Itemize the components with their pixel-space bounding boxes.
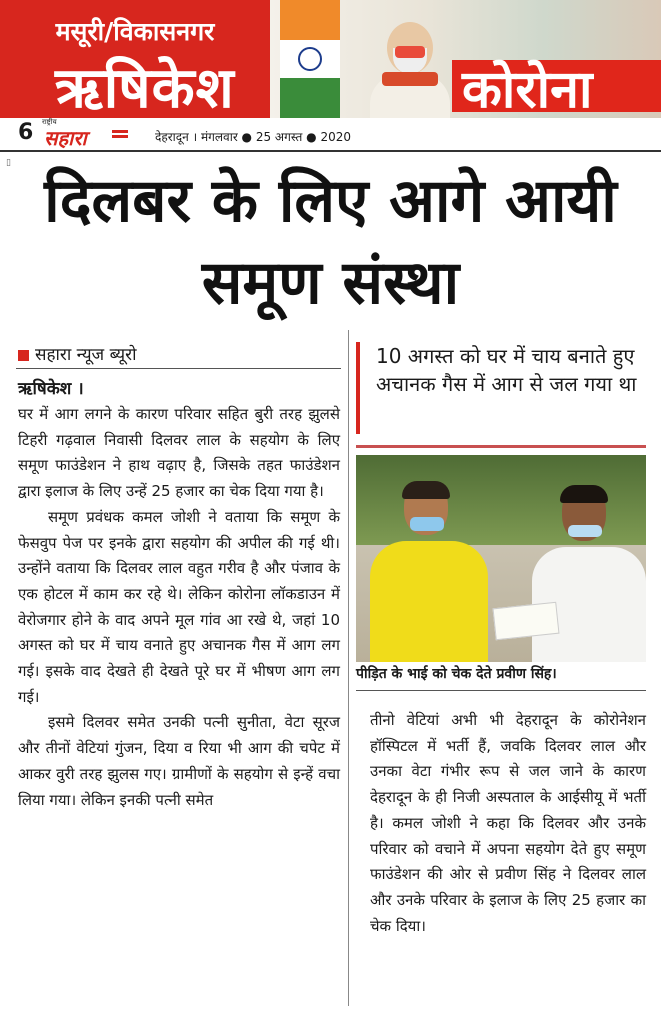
article-column-right [370, 708, 646, 939]
headline: दिलबर के लिए आगे आयी समूण संस्था [44, 166, 617, 318]
page-number: 6 [18, 120, 34, 145]
bureau-name: सहारा न्यूज ब्यूरो [35, 345, 137, 365]
caption-rule [356, 690, 646, 691]
news-photo [356, 455, 646, 662]
pull-quote-rule [356, 445, 646, 448]
article-column-left [18, 402, 340, 813]
paragraph: घर में आग लगने के कारण परिवार सहित बुरी तरह झुलसे टिहरी गढ़वाल निवासी दिलवर लाल के सहयोग के लिए समूण फाउंडेशन ने हाथ वढ़ाए है, जिसके तहत फाउंडेशन द्वारा इलाज के लिए उन्हें 25 हजार का चेक दिया गया है। [18, 405, 340, 501]
logo-subtext: राष्ट्रीय [42, 118, 57, 126]
divider [16, 368, 341, 369]
pull-quote-bar [356, 342, 360, 434]
edition-label: मसूरी/विकासनगर [55, 17, 215, 46]
person-yellow-shirt [370, 481, 486, 662]
byline [18, 342, 137, 365]
section-banner [0, 0, 661, 118]
photo-caption: पीड़ित के भाई को चेक देते प्रवीण सिंह। [356, 666, 557, 682]
leader-figure [370, 22, 450, 118]
column-divider [348, 330, 349, 1006]
dateline-place: ऋषिकेश । [18, 379, 84, 399]
pull-quote: 10 अगस्त को घर में चाय बनाते हुए अचानक गैस में आग से जल गया था [376, 344, 637, 396]
person-white-shirt [532, 485, 646, 662]
city-title: ऋषिकेश [55, 56, 235, 118]
paragraph: तीनो वेटियां अभी भी देहरादून के कोरोनेशन हॉस्पिटल में भर्ती हैं, जवकि दिलवर लाल और उनका वेटा गंभीर रूप से जल जाने के कारण देहरादून के ही निजी अस्पताल के आईसीयू में भर्ती है। कमल जोशी ने कहा कि दिलवर और उनके परिवार को वचाने में अपना सहयोग देते हुए समूण फाउंडेशन की ओर से प्रवीण सिंह ने दिलवर लाल और उनके परिवार के इलाज के लिए 25 हजार का चेक दिया। [370, 711, 646, 935]
bullet-square-icon [18, 350, 29, 361]
dateline: देहरादून । मंगलवार ● 25 अगस्त ● 2020 [155, 130, 351, 144]
page-header [0, 118, 661, 152]
paragraph: समूण प्रवंधक कमल जोशी ने वताया कि समूण के फेसवुप पेज पर इनके द्वारा सहयोग की अपील की गई थी। उन्होंने वताया कि दिलवर लाल वहुत गरीव है और पंजाव के एक होटल में काम कर रहे थे। लेकिन कोरोना लॉकडाउन में वेरोजगार होने के वाद अपने मूल गांव आ रखे थे, जहां 10 अगस्त को घर में चाय वनाते हुए अचानक गैस में आग लग गई। इसके वाद देखते ही देखते पूरे घर में भीषण आग लग गई। [18, 507, 340, 706]
flag-icon [280, 0, 340, 118]
chakra-icon [298, 47, 322, 71]
logo-stripes [112, 130, 128, 133]
paragraph: इसमे दिलवर समेत उनकी पत्नी सुनीता, वेटा सूरज और तीनों वेटियां गुंजन, दिया व रिया भी आग की चपेट में आकर वुरी तरह झुलस गए। ग्रामीणों के सहयोग से इन्हें वचा लिया गया। लेकिन इनकी पत्नी समेत [18, 713, 340, 809]
newspaper-logo: सहारा [44, 126, 87, 150]
section-tag: कोरोना [462, 60, 593, 118]
edge-mark: ▯ [6, 158, 11, 168]
cheque [493, 602, 560, 641]
